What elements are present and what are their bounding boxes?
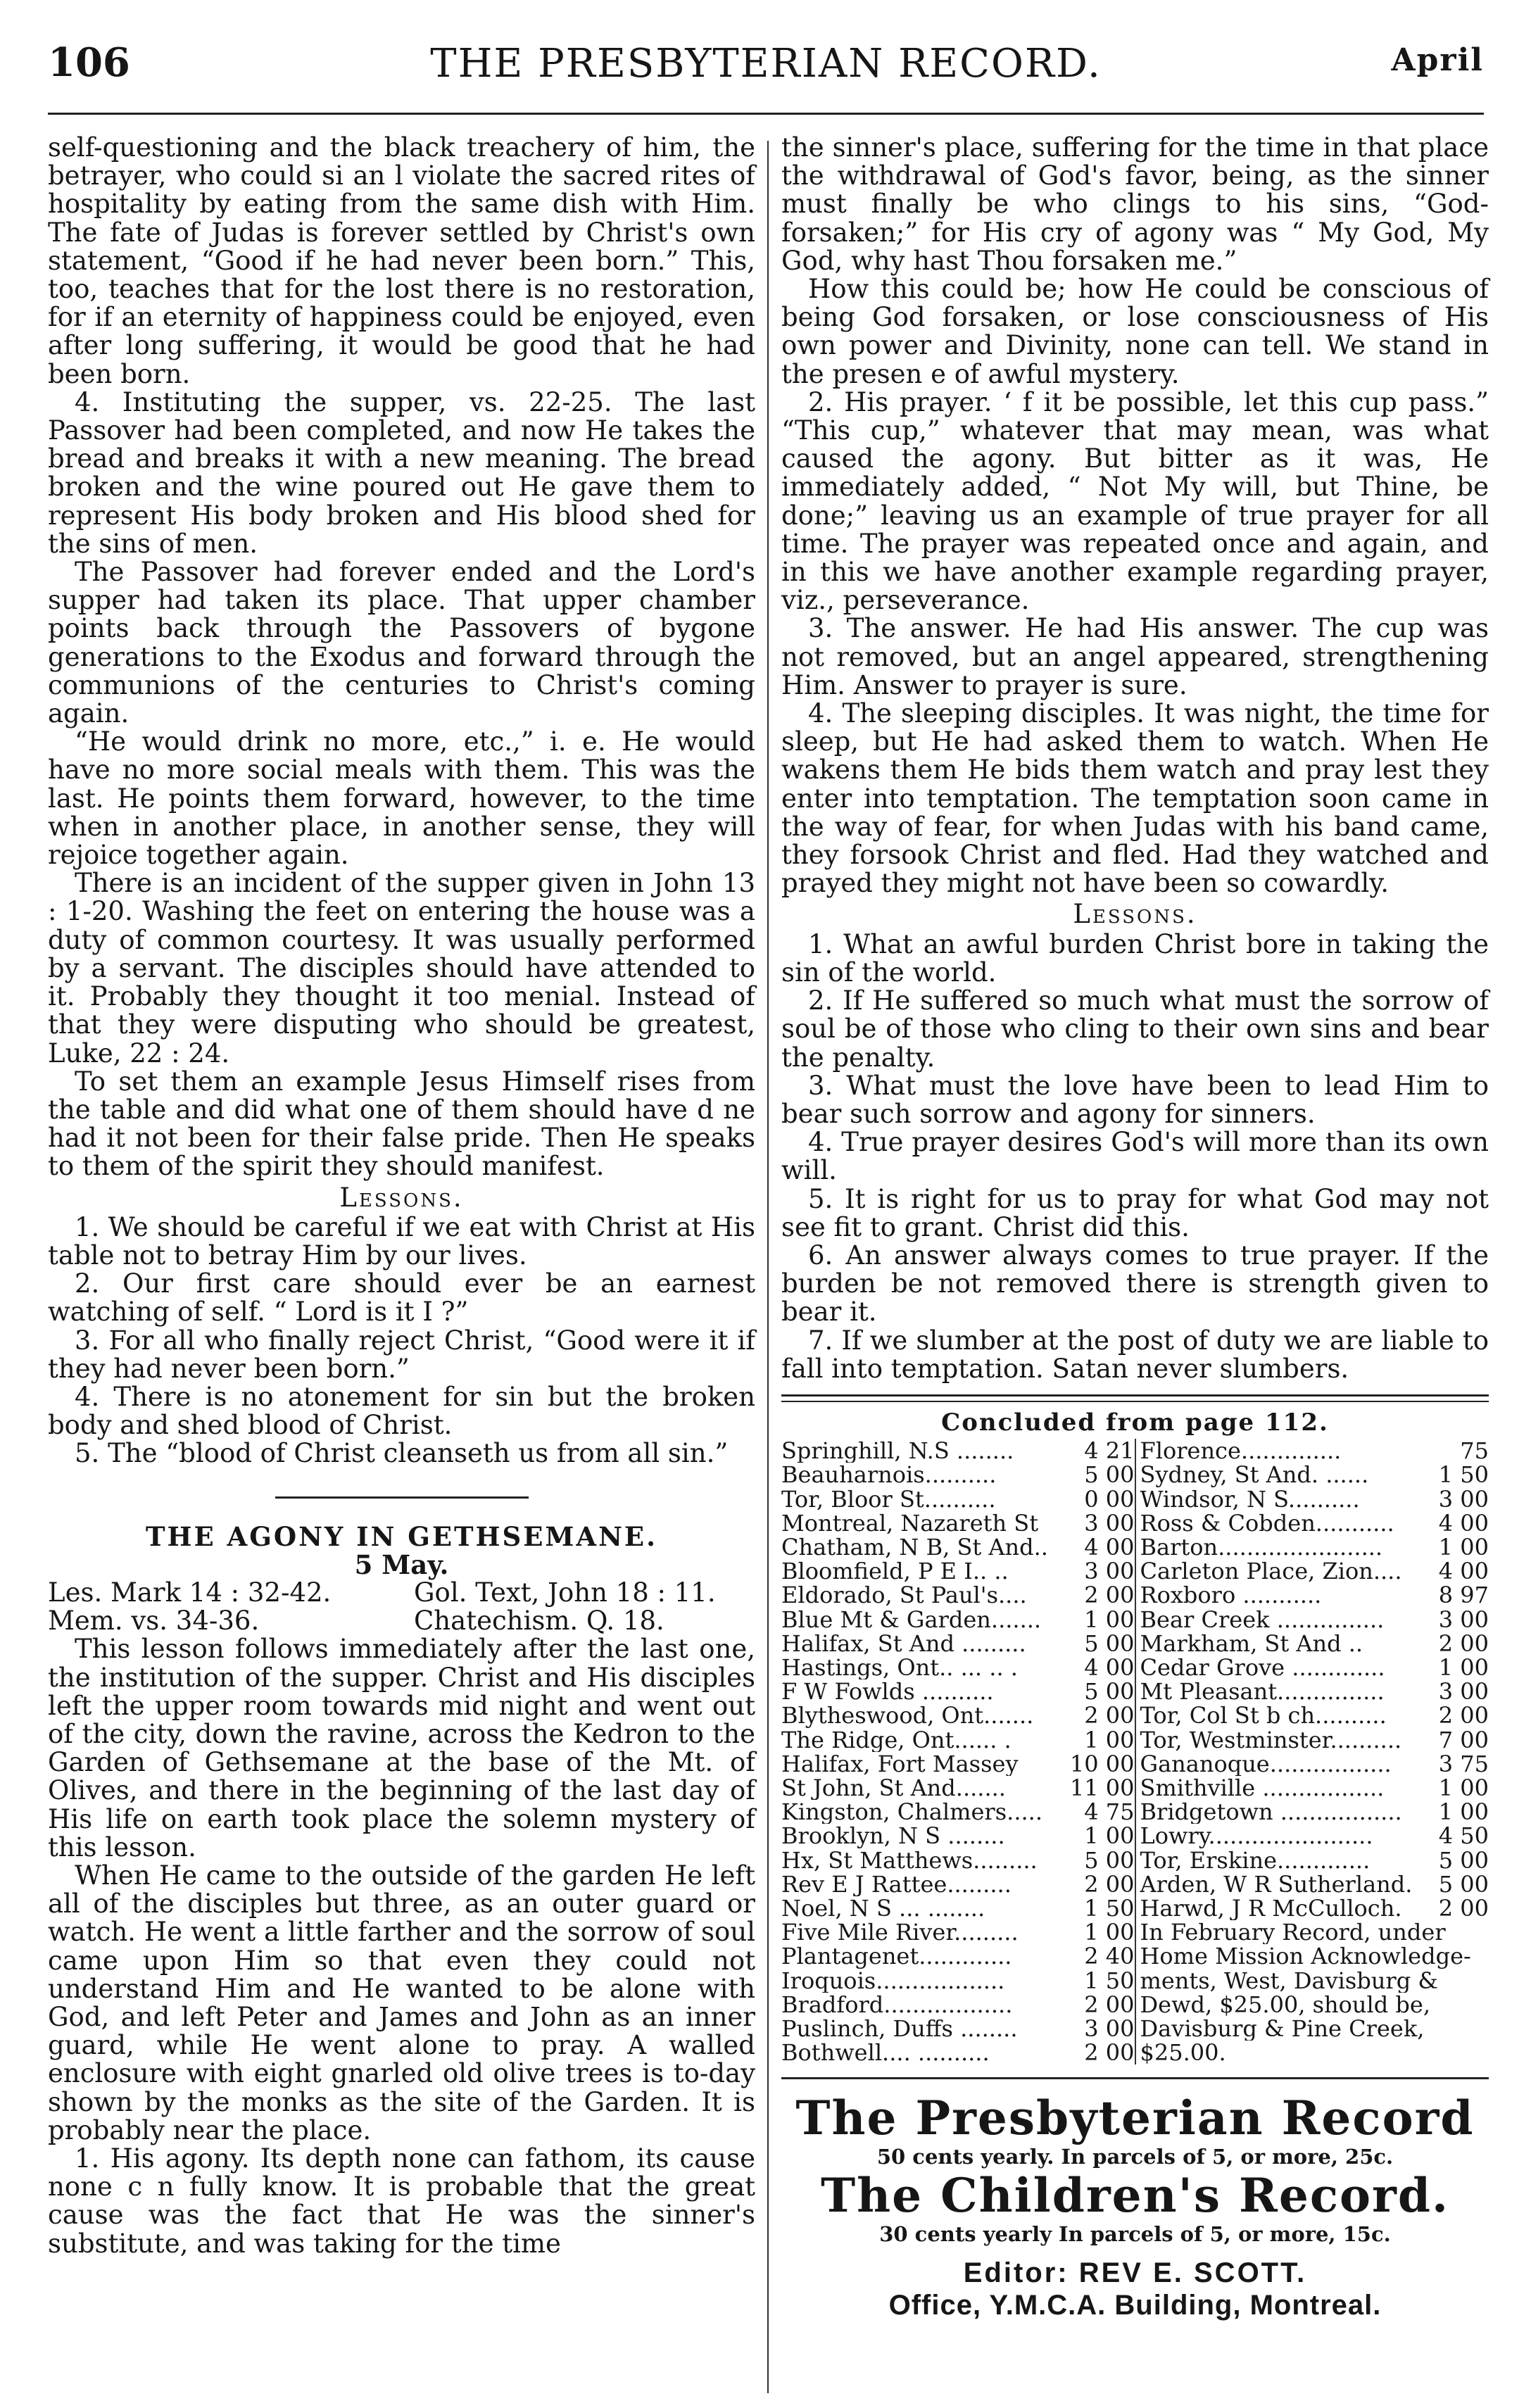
running-title: THE PRESBYTERIAN RECORD. [430,41,1102,87]
donor-name: Montreal, Nazareth St [781,1511,1039,1535]
donation-amount: 4 50 [1438,1824,1489,1848]
childrens-record-price: 30 cents yearly In parcels of 5, or more, 15c. [879,2222,1391,2247]
donation-row [781,1632,1135,1656]
donation-amount: 1 00 [1084,1920,1135,1945]
column-divider [767,141,769,2393]
donor-name: F W Fowlds .......... [781,1679,994,1704]
paragraph: To set them an example Jesus Himself rises from the table and did what one of them should have d ne had it not been for their false pride. Then He speaks to them of the spirit they should manifest. [48,1066,755,1182]
donation-row [781,1824,1135,1848]
donation-row [1136,1656,1489,1679]
donation-amount: 1 00 [1438,1775,1489,1801]
paragraph: The Passover had forever ended and the Lord's supper had taken its place. That upper chamber points back through the Passovers of bygone generations to the Exodus and forward through the communions of the centuries to Christ's coming again. [48,557,755,729]
donation-row [781,1535,1135,1559]
lesson-reference: Les. Mark 14 : 32-42. [48,1577,332,1608]
donation-row [781,2017,1135,2041]
catechism-reference: Chatechism. Q. 18. [414,1606,664,1637]
donor-name: The Ridge, Ont...... . [781,1727,1012,1752]
donation-amount: 2 00 [1084,2041,1135,2065]
donations-title: Concluded from page 112. [941,1408,1329,1437]
donation-amount: 1 50 [1084,1896,1135,1921]
lesson-item: 1. What an awful burden Christ bore in taking the sin of the world. [781,928,1489,988]
lessons-heading: Lessons. [339,1182,464,1213]
donation-amount: 5 00 [1438,1848,1489,1872]
donation-row [781,1583,1135,1607]
donation-amount: 2 00 [1084,1992,1135,2017]
donation-row [781,1703,1135,1727]
lesson-item: 2. If He suffered so much what must the sorrow of soul be of those who cling to their own sins and bear the penalty. [781,985,1489,1073]
donation-row [1136,1608,1489,1632]
donation-amount: 2 00 [1438,1631,1489,1656]
masthead [781,2092,1489,2321]
donation-row [781,1993,1135,2017]
lesson-item: 3. What must the love have been to lead Him to bear such sorrow and agony for sinners. [781,1070,1489,1129]
donation-amount: 5 00 [1084,1631,1135,1656]
donor-name: Chatham, N B, St And.. [781,1534,1048,1560]
donation-row [781,1656,1135,1679]
donation-row [1136,1463,1489,1487]
paragraph: When He came to the outside of the garden He left all of the disciples but three, as an outer guard or watch. He went a little farther and the sorrow of soul came upon Him so that even they could not understand Him and He wanted to be alone with God, and left Peter and James and John as an inner guard, while He went alone to pray. A walled enclosure with eight gnarled old olive trees is to-day shown by the monks as the site of the Garden. It is probably near the place. [48,1860,755,2145]
donation-row [781,2041,1135,2065]
childrens-record-title: The Children's Record. [821,2168,1449,2224]
donation-amount: 3 00 [1084,2017,1135,2041]
section-date: 5 May. [354,1549,449,1580]
memory-verses-reference: Mem. vs. 34-36. [48,1606,260,1637]
donation-row [781,1872,1135,1896]
correction-note-line: ments, West, Davisburg & [1140,1968,1438,1993]
donation-amount: 3 00 [1438,1607,1489,1632]
donation-amount: 2 40 [1084,1944,1135,1969]
donor-name: Barton....................... [1140,1534,1383,1560]
donation-amount: 1 50 [1438,1463,1489,1487]
donation-row [1136,1679,1489,1703]
donor-name: Puslinch, Duffs ........ [781,2017,1018,2041]
donor-name: Smithville ................. [1140,1775,1385,1801]
donor-name: Noel, N S ... ........ [781,1896,985,1921]
donation-row [781,1752,1135,1776]
donor-name: Plantagenet............. [781,1944,1012,1969]
correction-note-line: Dewd, $25.00, should be, [1140,1992,1431,2017]
donation-amount: 2 00 [1084,1583,1135,1608]
donation-amount: 5 00 [1438,1872,1489,1896]
donor-name: Carleton Place, Zion.... [1140,1559,1402,1584]
donor-name: Blue Mt & Garden....... [781,1607,1042,1632]
donation-amount: 5 00 [1084,1463,1135,1487]
donation-amount: 4 00 [1438,1559,1489,1584]
donor-name: Roxboro ........... [1140,1583,1322,1608]
donor-name: Springhill, N.S ........ [781,1439,1014,1463]
reference-row [48,1579,755,1607]
donor-name: Bradford.................. [781,1992,1013,2017]
donor-name: Kingston, Chalmers..... [781,1800,1042,1824]
donor-name: Rev E J Rattee......... [781,1872,1012,1896]
donor-name: Hx, St Matthews......... [781,1848,1038,1872]
donor-name: Halifax, Fort Massey [781,1751,1019,1776]
donation-row [1136,1800,1489,1824]
lessons-heading: Lessons. [1073,899,1197,930]
donation-row [1136,1872,1489,1896]
donation-amount: 1 00 [1084,1824,1135,1848]
lesson-item: 5. It is right for us to pray for what God may not see fit to grant. Christ did this. [781,1183,1489,1242]
page-number: 106 [48,39,130,86]
donation-row [781,1800,1135,1824]
donations-list [781,1408,1489,2065]
donation-row [1136,1511,1489,1535]
donation-row [1136,1559,1489,1583]
lesson-item: 6. An answer always comes to true prayer. If the burden be not removed there is strength given to bear it. [781,1240,1489,1328]
donor-name: Sydney, St And. ...... [1140,1463,1369,1487]
record-price: 50 cents yearly. In parcels of 5, or more, 25c. [876,2145,1394,2169]
paragraph: “He would drink no more, etc.,” i. e. He would have no more social meals with them. This was the last. He points them forward, however, to the time when in another place, in another sense, they will rejoice together again. [48,726,755,871]
donation-amount: 2 00 [1438,1896,1489,1921]
donation-amount: 4 75 [1084,1800,1135,1824]
donation-row [781,1896,1135,1920]
donor-name: St John, St And....... [781,1775,1006,1801]
lesson-item: 5. The “blood of Christ cleanseth us from all sin.” [75,1438,729,1469]
donations-right-column [1136,1439,1489,2065]
donor-name: Gananoque................. [1140,1751,1392,1776]
donation-amount: 11 00 [1069,1775,1135,1801]
donor-name: Bothwell.... .......... [781,2041,990,2065]
donation-amount: 4 00 [1084,1655,1135,1680]
donation-row [1136,1896,1489,1920]
donation-row [781,1920,1135,1944]
donation-row [1136,1728,1489,1752]
donor-name: Florence.............. [1140,1439,1342,1463]
donation-amount: 0 00 [1084,1487,1135,1511]
donation-row [1136,1776,1489,1800]
donation-amount: 3 00 [1438,1487,1489,1511]
paragraph: This lesson follows immediately after the last one, the institution of the supper. Christ and His disciples left the upper room towards mid night and went out of the city, down the ravine, across the Kedron to the Garden of Gethsemane at the base of the Mt. of Olives, and there in the beginning of the last day of His life on earth took place the solemn mystery of this lesson. [48,1634,755,1862]
donor-name: Ross & Cobden........... [1140,1511,1394,1535]
donor-name: Windsor, N S.......... [1140,1487,1360,1511]
donation-row [1136,1535,1489,1559]
office-line: Office, Y.M.C.A. Building, Montreal. [888,2290,1382,2321]
reference-row [48,1607,755,1635]
donor-name: Iroquois.................. [781,1968,1005,1993]
donation-amount: 10 00 [1069,1751,1135,1776]
donation-row [1136,1848,1489,1872]
correction-note-line: In February Record, under [1140,1920,1446,1945]
donation-row [1136,1703,1489,1727]
issue-month: April [1391,42,1484,78]
donation-amount: 4 21 [1084,1439,1135,1463]
donor-name: Bear Creek ............... [1140,1607,1385,1632]
paragraph: 4. The sleeping disciples. It was night, the time for sleep, but He had asked them to watch. When He wakens them He bids them watch and pray lest they enter into temptation. The temptation soon came in the way of fear, for when Judas with his band came, they forsook Christ and fled. Had they watched and prayed they might not have been so cowardly. [781,698,1489,899]
donation-amount: 1 50 [1084,1968,1135,1993]
lesson-item: 1. We should be careful if we eat with Christ at His table not to betray Him by our lives. [48,1211,755,1271]
donor-name: Lowry....................... [1140,1824,1373,1848]
donation-row [1136,1752,1489,1776]
paragraph: self-questioning and the black treachery of him, the betrayer, who could si an l violate the sacred rites of hospitality by eating from the same dish with Him. The fate of Judas is forever settled by Christ's own statement, “Good if he had never been born.” This, too, teaches that for the lost there is no restoration, for if an eternity of happiness could be enjoyed, even after long suffering, it would be good that he had been born. [48,132,755,389]
donation-amount: 1 00 [1438,1655,1489,1680]
lesson-item: 7. If we slumber at the post of duty we are liable to fall into temptation. Satan never slumbers. [781,1325,1489,1384]
donor-name: Tor, Erskine............. [1140,1848,1371,1872]
donor-name: Mt Pleasant............... [1140,1679,1385,1704]
donation-row [781,1608,1135,1632]
paragraph: 2. His prayer. ‘ f it be possible, let this cup pass.” “This cup,” whatever that may mean, was what caused the agony. But bitter as it was, He immediately added, “ Not My will, but Thine, be done;” leaving us an example of true prayer for all time. The prayer was repeated once and again, and in this we have another example regarding prayer, viz., perseverance. [781,386,1489,616]
lesson-item: 2. Our first care should ever be an earnest watching of self. “ Lord is it I ?” [48,1268,755,1328]
correction-note-line: Home Mission Acknowledge- [1140,1944,1471,1969]
section-title: THE AGONY IN GETHSEMANE. [145,1520,657,1552]
section-rule [275,1496,529,1499]
donation-amount: 4 00 [1084,1534,1135,1560]
header-rule [48,113,1484,115]
left-column [48,134,755,2258]
donor-name: Beauharnois.......... [781,1463,997,1487]
donations-grid [781,1439,1489,2065]
page-header [48,28,1484,92]
paragraph: 3. The answer. He had His answer. The cup was not removed, but an angel appeared, strengthening Him. Answer to prayer is sure. [781,613,1489,700]
donation-amount: 4 00 [1438,1511,1489,1535]
donation-amount: 7 00 [1438,1727,1489,1752]
donor-name: Tor, Col St b ch.......... [1140,1703,1387,1728]
donation-amount: 75 [1460,1439,1489,1463]
donation-row [1136,1487,1489,1511]
paragraph: 4. Instituting the supper, vs. 22-25. The last Passover had been completed, and now He takes the bread and breaks it with a new meaning. The bread broken and the wine poured out He gave them to represent His body broken and His blood shed for the sins of men. [48,386,755,559]
correction-note-line: Davisburg & Pine Creek, [1140,2017,1425,2041]
donor-name: Eldorado, St Paul's.... [781,1583,1027,1608]
donations-left-column [781,1439,1136,2065]
donation-row [781,1487,1135,1511]
donation-row [1136,1824,1489,1848]
donation-row [781,1559,1135,1583]
donor-name: Tor, Westminster.......... [1140,1727,1402,1752]
donation-amount: 2 00 [1084,1872,1135,1896]
donation-amount: 1 00 [1084,1607,1135,1632]
donor-name: Markham, St And .. [1140,1631,1363,1656]
donation-amount: 3 00 [1084,1559,1135,1584]
donation-amount: 5 00 [1084,1679,1135,1704]
donor-name: Blytheswood, Ont....... [781,1703,1034,1728]
donation-row [781,1969,1135,1993]
donation-amount: 2 00 [1084,1703,1135,1728]
donation-amount: 3 00 [1438,1679,1489,1704]
donation-row [781,1776,1135,1800]
masthead-rule [781,2077,1489,2079]
donor-name: Five Mile River......... [781,1920,1019,1945]
golden-text-reference: Gol. Text, John 18 : 11. [414,1577,716,1608]
paragraph: 1. His agony. Its depth none can fathom, its cause none c n fully know. It is probable that the great cause was the fact that He was the sinner's substitute, and was taking for the time [48,2143,755,2259]
donor-name: Arden, W R Sutherland. [1140,1872,1413,1896]
donor-name: Tor, Bloor St.......... [781,1487,996,1511]
correction-note-line: $25.00. [1140,2041,1226,2065]
donation-row [781,1848,1135,1872]
donation-row [781,1439,1135,1463]
donation-row [1136,1632,1489,1656]
donor-name: Brooklyn, N S ........ [781,1824,1005,1848]
donation-amount: 1 00 [1438,1534,1489,1560]
donor-name: Bloomfield, P E I.. .. [781,1559,1009,1584]
donation-row [1136,1583,1489,1607]
donation-amount: 3 00 [1084,1511,1135,1535]
donation-amount: 2 00 [1438,1703,1489,1728]
donation-amount: 3 75 [1438,1751,1489,1776]
donation-amount: 1 00 [1084,1727,1135,1752]
donation-row [781,1728,1135,1752]
donation-amount: 8 97 [1438,1583,1489,1608]
donation-row [781,1944,1135,1968]
donation-amount: 5 00 [1084,1848,1135,1872]
donation-row [1136,1439,1489,1463]
donation-row [781,1679,1135,1703]
right-column [781,134,1489,2321]
donation-amount: 1 00 [1438,1800,1489,1824]
record-title: The Presbyterian Record [795,2091,1475,2146]
donor-name: Halifax, St And ......... [781,1631,1026,1656]
donor-name: Harwd, J R McCulloch. [1140,1896,1402,1921]
donor-name: Bridgetown ................. [1140,1800,1402,1824]
donor-name: Hastings, Ont.. ... .. . [781,1655,1018,1680]
donor-name: Cedar Grove ............. [1140,1655,1385,1680]
lesson-item: 4. There is no atonement for sin but the broken body and shed blood of Christ. [48,1381,755,1441]
paragraph: There is an incident of the supper given in John 13 : 1-20. Washing the feet on entering the house was a duty of common courtesy. It was usually performed by a servant. The disciples should have attended to it. Probably they thought it too menial. Instead of that they were disputing who should be greatest, Luke, 22 : 24. [48,868,755,1069]
lesson-item: 3. For all who finally reject Christ, “Good were it if they had never been born.” [48,1325,755,1384]
double-rule [781,1394,1489,1402]
lesson-item: 4. True prayer desires God's will more than its own will. [781,1127,1489,1186]
paragraph: the sinner's place, suffering for the time in that place the withdrawal of God's favor, being, as the sinner must finally be who clings to his sins, “God-forsaken;” for His cry of agony was “ My God, My God, why hast Thou forsaken me.” [781,132,1489,276]
donation-row [781,1463,1135,1487]
donation-row [781,1511,1135,1535]
editor-line: Editor: REV E. SCOTT. [963,2257,1307,2289]
paragraph: How this could be; how He could be conscious of being God forsaken, or lose consciousness of His own power and Divinity, none can tell. We stand in the presen e of awful mystery. [781,274,1489,389]
